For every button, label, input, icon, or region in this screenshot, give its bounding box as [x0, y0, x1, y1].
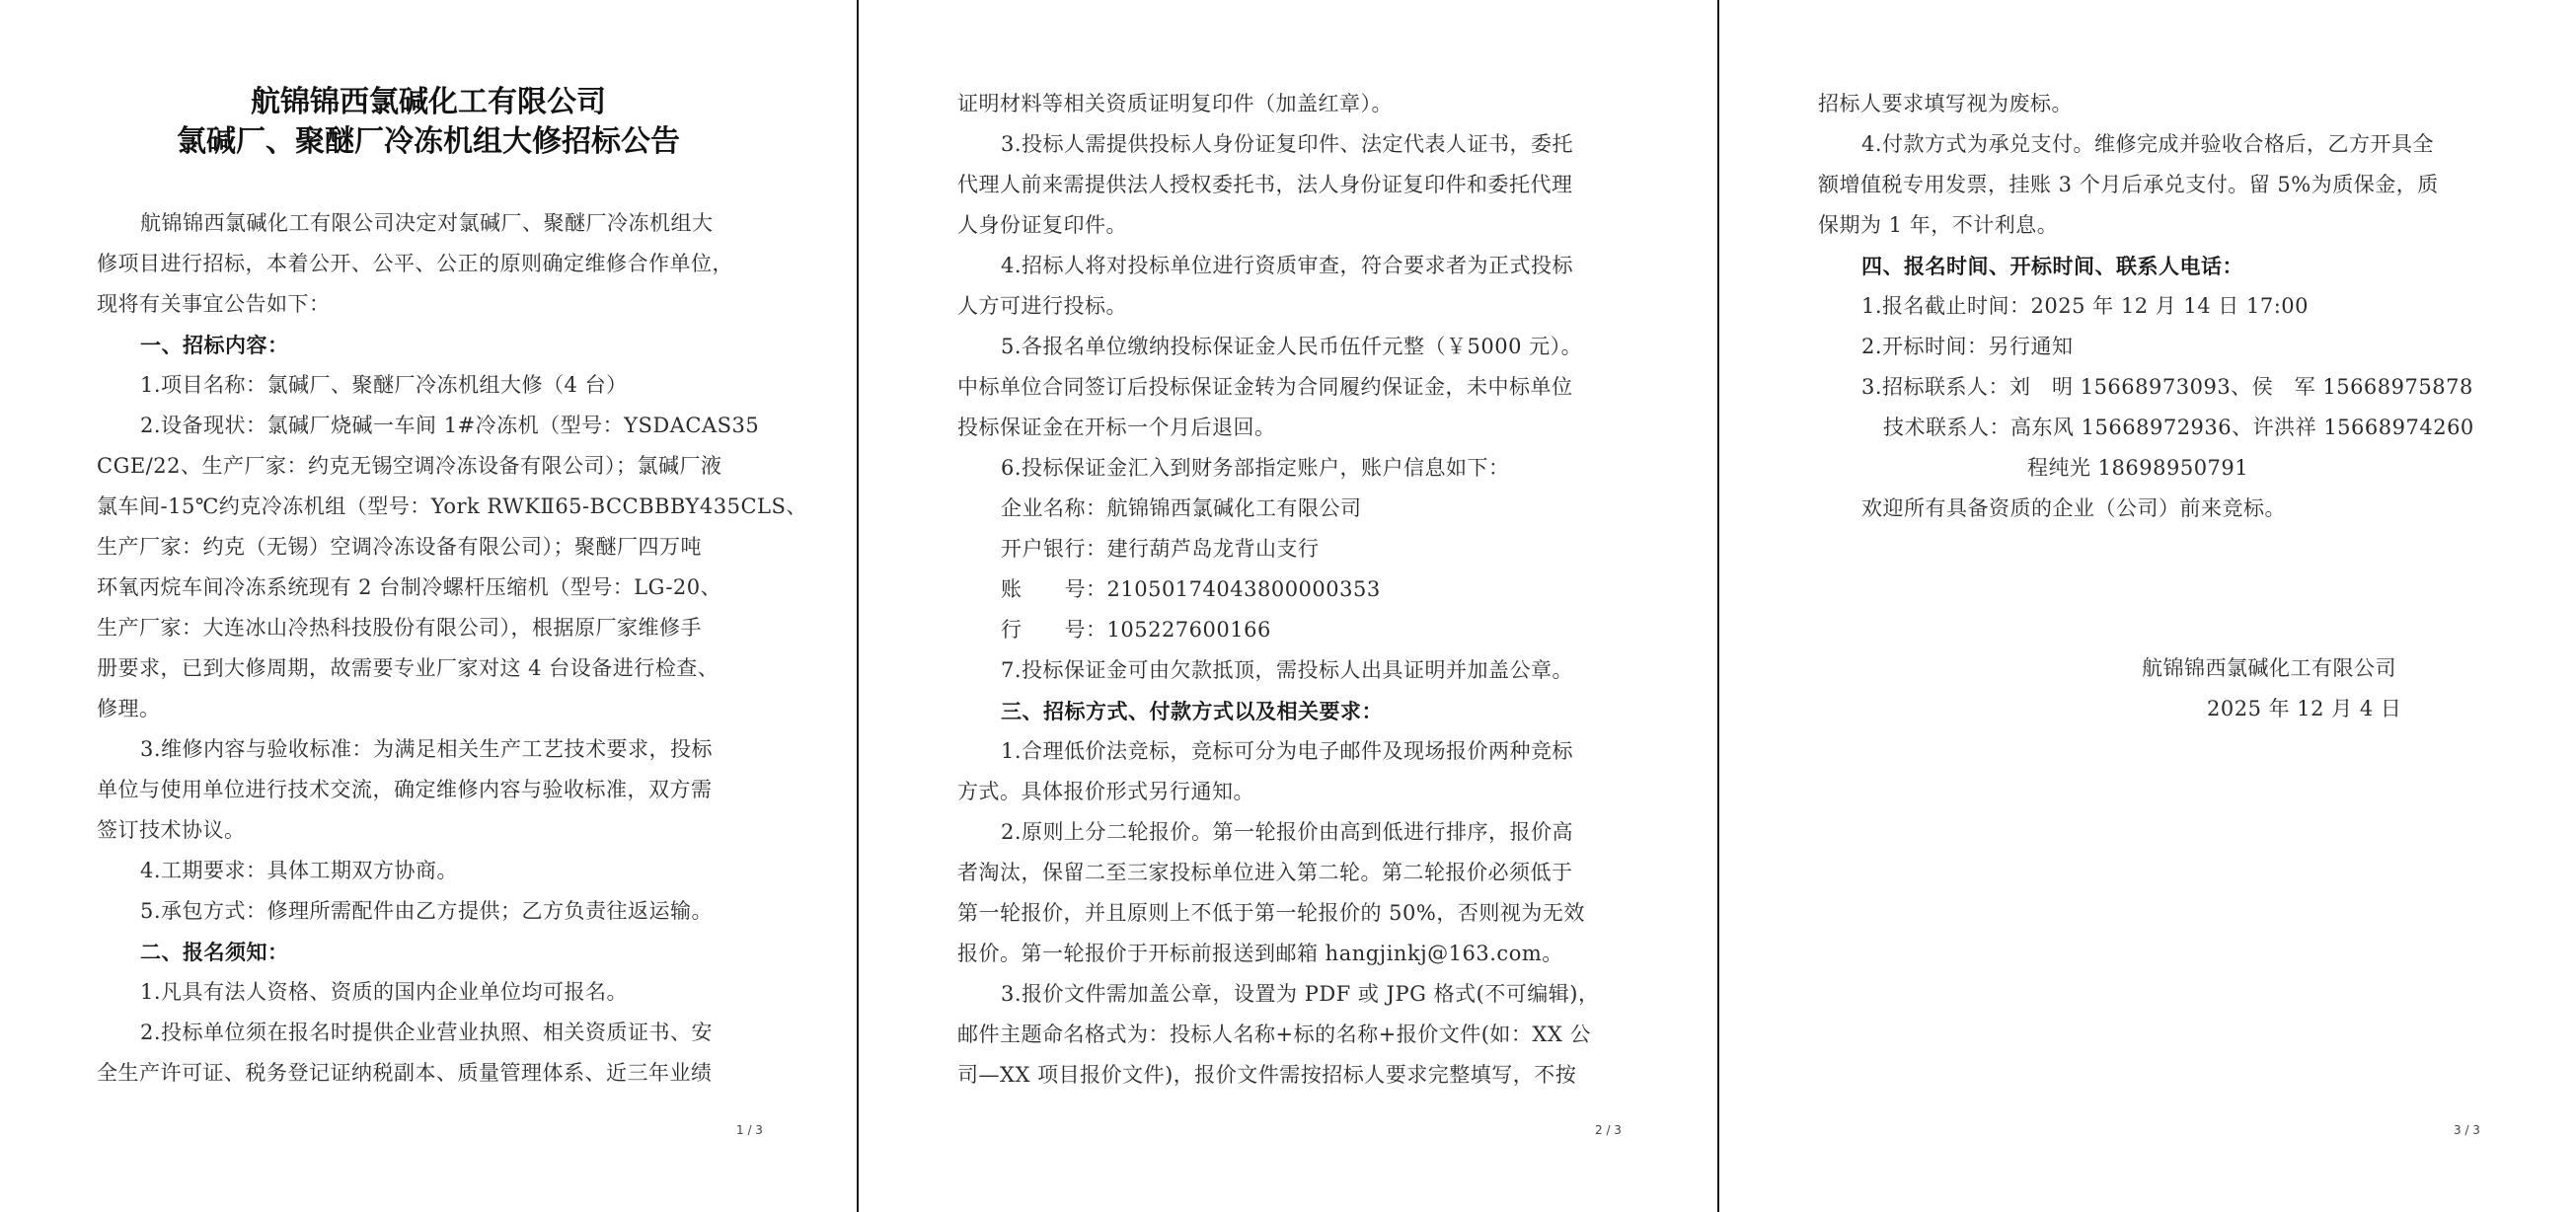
text-line: 人方可进行投标。	[957, 294, 1127, 318]
section-heading: 二、报名须知：	[140, 940, 289, 964]
text-line: 2.开标时间：另行通知	[1861, 335, 2074, 358]
text-line: 人身份证复印件。	[957, 213, 1127, 237]
text-line: 5.各报名单位缴纳投标保证金人民币伍仟元整（￥5000 元）。	[1001, 335, 1583, 358]
text-line: 2.原则上分二轮报价。第一轮报价由高到低进行排序，报价高	[1001, 820, 1574, 844]
text-line: 第一轮报价，并且原则上不低于第一轮报价的 50%，否则视为无效	[957, 901, 1585, 925]
text-line: 氯车间-15℃约克冷冻机组（型号：York RWKⅡ65-BCCBBBY435CLS、	[97, 494, 807, 518]
text-line: 者淘汰，保留二至三家投标单位进入第二轮。第二轮报价必须低于	[957, 861, 1573, 884]
text-line: 1.凡具有法人资格、资质的国内企业单位均可报名。	[140, 980, 629, 1004]
text-line: 签订技术协议。	[97, 818, 246, 842]
text-line: 方式。具体报价形式另行通知。	[957, 780, 1254, 803]
text-line: 欢迎所有具备资质的企业（公司）前来竞标。	[1861, 496, 2286, 520]
text-line: 7.投标保证金可由欠款抵顶，需投标人出具证明并加盖公章。	[1001, 658, 1574, 682]
signature-company: 航锦锦西氯碱化工有限公司	[2142, 656, 2396, 680]
text-line: 行 号：105227600166	[1001, 618, 1271, 642]
section-heading: 三、招标方式、付款方式以及相关要求：	[1001, 699, 1383, 723]
text-line: 额增值税专用发票，挂账 3 个月后承兑支付。留 5%为质保金，质	[1818, 173, 2439, 196]
page-number: 2 / 3	[1595, 1123, 1622, 1137]
text-line: 账 号：2105017404380000035‌3	[1001, 577, 1381, 601]
text-line: CGE/22、生产厂家：约克无锡空调冷冻设备有限公司）；氯碱厂液	[97, 454, 722, 478]
text-line: 开户银行：建行葫芦岛龙背山支行	[1001, 537, 1320, 561]
text-line: 证明材料等相关资质证明复印件（加盖红章）。	[957, 92, 1393, 115]
page-number: 1 / 3	[736, 1123, 763, 1137]
text-line: 4.付款方式为承兑支付。维修完成并验收合格后，乙方开具全	[1861, 132, 2435, 156]
text-line: 现将有关事宜公告如下：	[97, 292, 331, 316]
text-line: 企业名称：航锦锦西氯碱化工有限公司	[1001, 496, 1362, 520]
page-2-body	[957, 84, 1648, 1096]
text-line: 招标人要求填写视为废标。	[1818, 92, 2073, 115]
text-line: 司—XX 项目报价文件)，报价文件需按招标人要求完整填写，不按	[957, 1063, 1577, 1087]
text-line: 生产厂家：约克（无锡）空调冷冻设备有限公司）；聚醚厂四万吨	[97, 535, 702, 559]
text-line: 修项目进行招标，本着公开、公平、公正的原则确定维修合作单位，	[97, 252, 733, 275]
page-number: 3 / 3	[2454, 1123, 2480, 1137]
text-line: 4.招标人将对投标单位进行资质审查，符合要求者为正式投标	[1001, 254, 1574, 277]
text-line: 册要求，已到大修周期，故需要专业厂家对这 4 台设备进行检查、	[97, 656, 720, 680]
text-line: 2.投标单位须在报名时提供企业营业执照、相关资质证书、安	[140, 1021, 714, 1044]
text-line: 3.报价文件需加盖公章，设置为 PDF 或 JPG 格式(不可编辑)，	[1001, 982, 1600, 1006]
document-title: 氯碱厂、聚醚厂冷冻机组大修招标公告	[177, 124, 680, 159]
page-3	[1719, 0, 2576, 1212]
section-heading: 四、报名时间、开标时间、联系人电话：	[1861, 254, 2243, 278]
text-line: 保期为 1 年，不计利息。	[1818, 213, 2059, 237]
text-line: 程纯光 18698950791	[2027, 456, 2249, 480]
text-line: 技术联系人：高东风 15668972936、许洪祥 15668974260	[1883, 416, 2474, 439]
text-line: 4.工期要求：具体工期双方协商。	[140, 859, 459, 882]
page-1-body	[97, 203, 807, 1094]
text-line: 单位与使用单位进行技术交流，确定维修内容与验收标准，双方需	[97, 778, 713, 801]
text-line: 全生产许可证、税务登记证纳税副本、质量管理体系、近三年业绩	[97, 1061, 713, 1085]
text-line: 5.承包方式：修理所需配件由乙方提供；乙方负责往返运输。	[140, 899, 714, 923]
signature-block	[1719, 648, 2450, 729]
document-title-company: 航锦锦西氯碱化工有限公司	[251, 85, 606, 119]
text-line: 环氧丙烷车间冷冻系统现有 2 台制冷螺杆压缩机（型号：LG-20、	[97, 575, 722, 599]
page-1	[0, 0, 857, 1212]
section-heading: 一、招标内容：	[140, 333, 289, 357]
text-line: 3.维修内容与验收标准：为满足相关生产工艺技术要求，投标	[140, 737, 714, 761]
text-line: 2.设备现状：氯碱厂烧碱一车间 1#冷冻机（型号：YSDACAS35	[140, 414, 760, 437]
text-line: 1.项目名称：氯碱厂、聚醚厂冷冻机组大修（4 台）	[140, 373, 628, 397]
text-line: 航锦锦西氯碱化工有限公司决定对氯碱厂、聚醚厂冷冻机组大	[140, 211, 714, 235]
signature-date: 2025 年 12 月 4 日	[2207, 697, 2402, 720]
text-line: 3.招标联系人：刘 明 15668973093、侯 军 15668975878	[1861, 375, 2473, 399]
text-line: 报价。第一轮报价于开标前报送到邮箱 hangjinkj@163.com。	[957, 942, 1563, 965]
text-line: 1.报名截止时间：2025 年 12 月 14 日 17:00	[1861, 294, 2309, 318]
text-line: 邮件主题命名格式为：投标人名称+标的名称+报价文件(如：XX 公	[957, 1023, 1591, 1046]
text-line: 修理。	[97, 697, 161, 720]
text-line: 3.投标人需提供投标人身份证复印件、法定代表人证书，委托	[1001, 132, 1574, 156]
text-line: 中标单位合同签订后投标保证金转为合同履约保证金，未中标单位	[957, 375, 1573, 399]
text-line: 6.投标保证金汇入到财务部指定账户，账户信息如下：	[1001, 456, 1510, 480]
text-line: 代理人前来需提供法人授权委托书，法人身份证复印件和委托代理	[957, 173, 1573, 196]
page-3-body	[1818, 84, 2509, 529]
page-2	[859, 0, 1717, 1212]
text-line: 投标保证金在开标一个月后退回。	[957, 416, 1276, 439]
text-line: 生产厂家：大连冰山冷热科技股份有限公司），根据原厂家维修手	[97, 616, 702, 640]
text-line: 1.合理低价法竞标，竞标可分为电子邮件及现场报价两种竞标	[1001, 739, 1574, 763]
